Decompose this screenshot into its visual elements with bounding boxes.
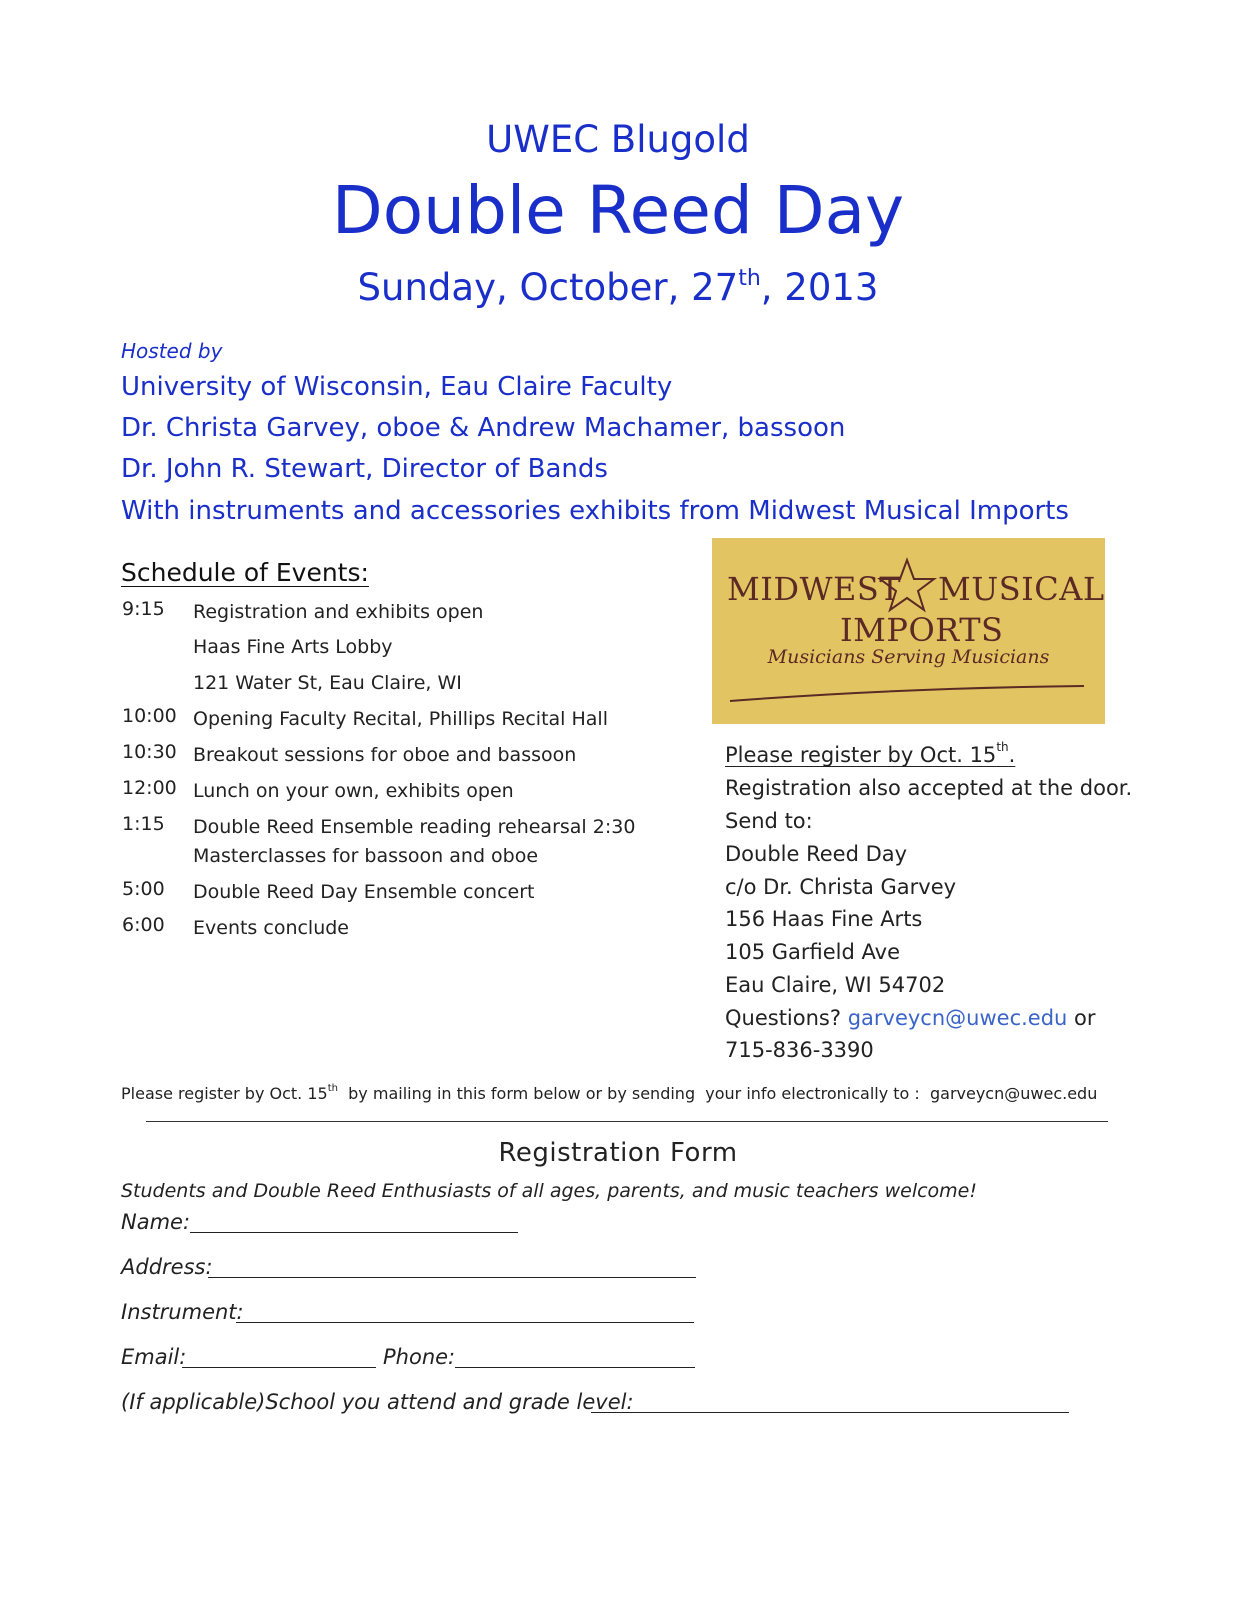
phone-field[interactable]: [455, 1367, 695, 1368]
schedule-time: 10:00: [122, 705, 177, 727]
schedule-time: 12:00: [122, 777, 177, 799]
schedule-time: 9:15: [122, 598, 165, 620]
mailing-address-line: 105 Garfield Ave: [725, 940, 901, 964]
logo-tagline: Musicians Serving Musicians: [767, 646, 1050, 668]
mailing-address-line: c/o Dr. Christa Garvey: [725, 875, 957, 899]
schedule-desc: Masterclasses for bassoon and oboe: [193, 845, 539, 867]
register-deadline-ordinal: th: [996, 740, 1009, 754]
cut-line-divider: [146, 1121, 1108, 1122]
register-deadline-text: Please register by Oct. 15: [725, 743, 997, 767]
questions-or: or: [1074, 1006, 1096, 1030]
schedule-time: 6:00: [122, 914, 165, 936]
mail-in-note-ordinal: th: [327, 1083, 338, 1094]
registration-form-intro: Students and Double Reed Enthusiasts of all ages, parents, and music teachers welcome!: [121, 1180, 977, 1202]
event-date-year: , 2013: [760, 266, 879, 309]
schedule-desc: Double Reed Ensemble reading rehearsal 2:30: [193, 816, 636, 838]
host-line: Dr. Christa Garvey, oboe & Andrew Machamer, bassoon: [121, 413, 846, 443]
logo-word: MUSICAL: [938, 570, 1105, 608]
name-field[interactable]: [190, 1232, 518, 1233]
event-title: Double Reed Day: [331, 172, 905, 249]
door-registration-note: Registration also accepted at the door.: [725, 776, 1133, 800]
event-subtitle: UWEC Blugold: [486, 118, 750, 161]
schedule-desc: Events conclude: [193, 917, 349, 939]
schedule-desc: Double Reed Day Ensemble concert: [193, 881, 535, 903]
register-deadline-period: .: [1008, 743, 1016, 767]
name-label: Name:: [121, 1210, 191, 1234]
host-line: With instruments and accessories exhibits from Midwest Musical Imports: [121, 496, 1069, 526]
schedule-desc: 121 Water St, Eau Claire, WI: [193, 672, 462, 694]
logo-swash: [730, 686, 1084, 701]
school-field[interactable]: [591, 1412, 1069, 1413]
questions-label: Questions?: [725, 1006, 842, 1030]
event-date-text: Sunday, October, 27: [357, 266, 739, 309]
mail-in-note-rest: by mailing in this form below or by sending your info electronically to : garveycn@uwec.edu: [337, 1084, 1098, 1103]
address-label: Address:: [121, 1255, 213, 1279]
questions-email-link[interactable]: garveycn@uwec.edu: [847, 1006, 1068, 1030]
host-line: Dr. John R. Stewart, Director of Bands: [121, 454, 608, 484]
schedule-desc: Opening Faculty Recital, Phillips Recital Hall: [193, 708, 608, 730]
mail-in-note: [121, 1084, 1097, 1103]
mailing-address-line: Double Reed Day: [725, 842, 908, 866]
email-label: Email:: [121, 1345, 187, 1369]
logo-word: MIDWEST: [727, 570, 902, 608]
instrument-label: Instrument:: [121, 1300, 244, 1324]
schedule-heading: Schedule of Events:: [121, 558, 369, 587]
school-label: (If applicable)School you attend and grade level:: [121, 1390, 634, 1414]
schedule-time: 1:15: [122, 813, 165, 835]
registration-form-title: Registration Form: [498, 1138, 738, 1168]
schedule-desc: Haas Fine Arts Lobby: [193, 636, 393, 658]
midwest-musical-imports-logo: [712, 538, 1105, 724]
phone-label: Phone:: [383, 1345, 456, 1369]
contact-phone: 715-836-3390: [725, 1038, 874, 1062]
hosted-by-label: Hosted by: [121, 339, 223, 363]
schedule-desc: Lunch on your own, exhibits open: [193, 780, 514, 802]
host-line: University of Wisconsin, Eau Claire Faculty: [121, 372, 673, 402]
address-field[interactable]: [208, 1277, 696, 1278]
mail-in-note-text: Please register by Oct. 15: [121, 1084, 328, 1103]
send-to-label: Send to:: [725, 809, 813, 833]
schedule-time: 5:00: [122, 878, 165, 900]
schedule-desc: Breakout sessions for oboe and bassoon: [193, 744, 577, 766]
logo-word: IMPORTS: [840, 611, 1004, 649]
event-date-ordinal: th: [738, 266, 761, 291]
schedule-time: 10:30: [122, 741, 177, 763]
instrument-field[interactable]: [236, 1322, 694, 1323]
event-date: [0, 266, 1236, 309]
schedule-desc: Registration and exhibits open: [193, 601, 484, 623]
email-field[interactable]: [182, 1367, 376, 1368]
register-deadline: [725, 740, 1016, 767]
mailing-address-line: 156 Haas Fine Arts: [725, 907, 923, 931]
questions-line: [725, 1006, 1096, 1030]
mailing-address-line: Eau Claire, WI 54702: [725, 973, 946, 997]
